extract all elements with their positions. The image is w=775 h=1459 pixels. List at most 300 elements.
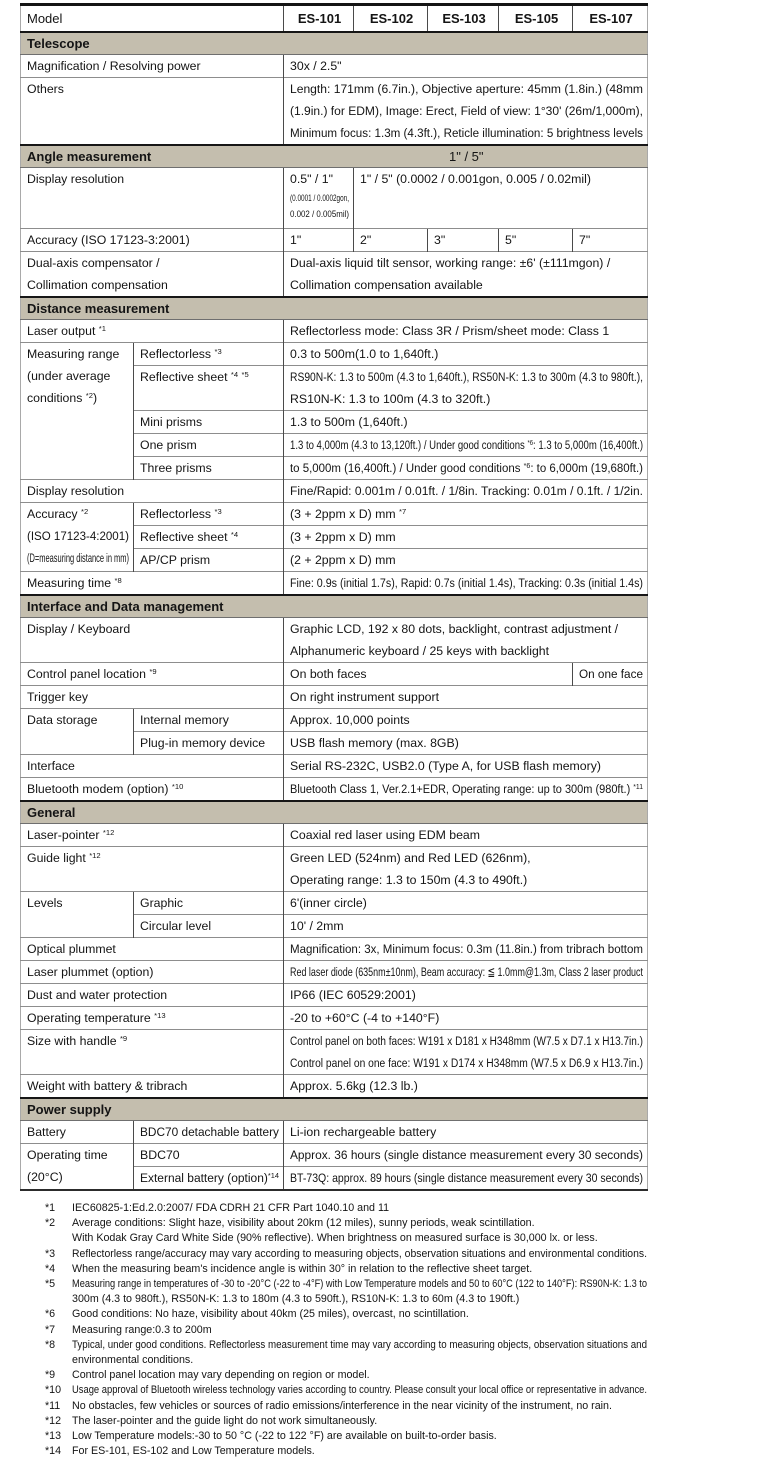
cell-line: Power supply — [27, 1102, 112, 1117]
spec-value-cell — [284, 847, 648, 892]
cell-line: Magnification: 3x, Minimum focus: 0.3m (11.8in.) from tribrach bottom — [290, 942, 644, 956]
footnote-text — [72, 1383, 647, 1398]
footnote — [45, 1383, 647, 1398]
spec-label-cell — [21, 824, 284, 847]
section-title — [21, 595, 648, 618]
footnote-marker: *6 — [45, 1308, 56, 1321]
cell-line: Green LED (524nm) and Red LED (626nm), — [290, 851, 531, 865]
footnote-ref: *13 — [154, 1011, 166, 1020]
footnote-text — [72, 1399, 647, 1414]
cell-line: On one face — [579, 667, 644, 681]
footnote-marker: *7 — [45, 1323, 56, 1336]
spec-row — [21, 778, 648, 802]
cell-line: Measuring range in temperatures of -30 to -20°C (-22 to -4°F) with Low Temperature models and 50 to 60°C (122 to 140°F): RS90N-K: 1.3 to — [72, 1278, 647, 1291]
cell-line: Control panel on both faces: W191 x D181 x H348mm (W7.5 x D7.1 x H13.7in.) — [290, 1034, 644, 1048]
footnote-ref: *8 — [114, 576, 122, 585]
cell-line: 0.5" / 1" — [290, 172, 333, 186]
spec-value-cell — [284, 1075, 648, 1099]
spec-value-cell — [284, 78, 648, 146]
spec-sub-cell — [134, 892, 284, 915]
footnote-ref: *9 — [149, 667, 157, 676]
cell-line: Collimation compensation available — [290, 278, 483, 292]
spec-value-cell — [284, 938, 648, 961]
spec-label-cell — [21, 938, 284, 961]
cell-line: Reflectorless $^{*3}$ — [140, 507, 222, 521]
cell-line: BDC70 detachable battery — [140, 1125, 279, 1139]
cell-line: Distance measurement — [27, 301, 170, 316]
spec-value-cell — [573, 229, 648, 252]
footnote-marker: *8 — [45, 1338, 56, 1351]
cell-line: Reflectorless $^{*3}$ — [140, 347, 222, 361]
spec-value-cell — [284, 229, 354, 252]
spec-model-cell — [573, 5, 648, 33]
footnote-text — [72, 1323, 647, 1338]
footnote-ref: *2 — [85, 391, 93, 400]
cell-line: IEC60825-1:Ed.2.0:2007/ FDA CDRH 21 CFR Part 1040.10 and 11 — [72, 1202, 390, 1214]
cell-line: IP66 (IEC 60529:2001) — [290, 988, 416, 1002]
spec-row — [21, 618, 648, 663]
cell-line: Dual-axis liquid tilt sensor, working range: ±6' (±111mgon) / — [290, 256, 611, 270]
cell-line: 5" — [505, 233, 517, 247]
spec-label-cell — [21, 1030, 284, 1075]
cell-line: 1" / 5" — [449, 149, 484, 164]
footnote-text — [72, 1201, 647, 1216]
cell-line: Graphic — [140, 896, 184, 910]
cell-line: (D=measuring distance in mm) — [27, 551, 129, 565]
cell-line: Laser-pointer $^{*12}$ — [27, 828, 115, 842]
spec-value-cell — [284, 457, 648, 480]
cell-line: Control panel location $^{*9}$ — [27, 667, 157, 681]
footnote-marker: *14 — [45, 1445, 62, 1458]
spec-sub-cell — [134, 411, 284, 434]
spec-sub-cell — [134, 732, 284, 755]
cell-line: conditions $^{*2}$) — [27, 391, 98, 405]
cell-line: Laser plummet (option) — [27, 965, 154, 979]
spec-row — [21, 961, 648, 984]
cell-line: Operating range: 1.3 to 150m (4.3 to 490ft.) — [290, 873, 528, 887]
spec-row — [21, 1121, 648, 1144]
footnote-marker: *10 — [45, 1384, 62, 1397]
section-title — [21, 297, 648, 320]
spec-value-cell — [284, 1007, 648, 1030]
spec-label-cell — [21, 778, 284, 802]
section-value — [284, 145, 648, 168]
cell-line: Approx. 5.6kg (12.3 lb.) — [290, 1079, 418, 1093]
section-row — [21, 297, 648, 320]
spec-value-cell — [284, 320, 648, 343]
spec-value-cell — [354, 229, 428, 252]
footnote-ref: *11 — [633, 782, 644, 791]
spec-sub-cell — [134, 526, 284, 549]
spec-value-cell — [284, 480, 648, 503]
cell-line: Measuring time $^{*8}$ — [27, 576, 122, 590]
spec-label-cell — [21, 252, 284, 298]
cell-line: USB flash memory (max. 8GB) — [290, 736, 459, 750]
spec-row — [21, 343, 648, 366]
spec-row — [21, 709, 648, 732]
cell-line: Data storage — [27, 713, 98, 727]
cell-line: 1" / 5" (0.0002 / 0.001gon, 0.005 / 0.02mil) — [360, 172, 591, 186]
spec-label-cell — [21, 686, 284, 709]
spec-row — [21, 938, 648, 961]
cell-line: 1" — [290, 233, 302, 247]
model-header-row — [21, 5, 648, 33]
cell-line: Typical, under good conditions. Reflectorless measurement time may vary according to measuring objects, observation situations and — [72, 1338, 647, 1351]
cell-line: Optical plummet — [27, 942, 116, 956]
cell-line: Internal memory — [140, 713, 229, 727]
section-title — [21, 1098, 648, 1121]
cell-line: On both faces — [290, 667, 367, 681]
spec-row — [21, 686, 648, 709]
footnote — [45, 1323, 647, 1338]
cell-line: Control panel location may vary depending on region or model. — [72, 1369, 370, 1382]
footnote-marker: *9 — [45, 1369, 56, 1382]
cell-line: 1.3 to 500m (1,640ft.) — [290, 415, 408, 429]
cell-line: Bluetooth modem (option) $^{*10}$ — [27, 782, 184, 796]
spec-label-cell — [21, 1007, 284, 1030]
spec-label-cell — [21, 55, 284, 78]
spec-label-cell — [21, 961, 284, 984]
footnote — [45, 1216, 647, 1246]
cell-line: 3" — [434, 233, 446, 247]
spec-row — [21, 78, 648, 146]
cell-line: 10' / 2mm — [290, 919, 344, 933]
spec-model-cell — [499, 5, 573, 33]
cell-line: Approx. 10,000 points — [290, 713, 410, 727]
spec-value-cell — [284, 892, 648, 915]
cell-line: Accuracy (ISO 17123-3:2001) — [27, 233, 190, 247]
spec-sub-cell — [134, 457, 284, 480]
cell-line: Measuring range:0.3 to 200m — [72, 1323, 212, 1336]
spec-sub-cell — [134, 709, 284, 732]
spec-sub-cell — [134, 915, 284, 938]
footnote-ref: *7 — [399, 507, 407, 516]
spec-label-cell — [21, 984, 284, 1007]
footnote-ref: *2 — [81, 507, 89, 516]
cell-line: (3 + 2ppm x D) mm — [290, 530, 396, 544]
footnote-text — [72, 1429, 647, 1444]
footnote-ref: *6 — [527, 438, 534, 447]
spec-value-cell — [284, 663, 573, 686]
cell-line: Reflectorless mode: Class 3R / Prism/sheet mode: Class 1 — [290, 324, 610, 338]
footnote-text — [72, 1216, 647, 1246]
footnote — [45, 1444, 647, 1459]
cell-line: Interface — [27, 759, 75, 773]
spec-row — [21, 984, 648, 1007]
spec-value-cell — [284, 549, 648, 572]
section-row — [21, 1098, 648, 1121]
cell-line: BT-73Q: approx. 89 hours (single distance measurement every 30 seconds) — [290, 1171, 644, 1185]
footnote — [45, 1307, 647, 1322]
spec-label-cell — [21, 320, 284, 343]
spec-label-cell — [21, 168, 284, 229]
footnote — [45, 1338, 647, 1368]
spec-model-cell — [284, 5, 354, 33]
cell-line: External battery (option)$^{*14}$ — [140, 1171, 279, 1185]
footnote-ref: *3 — [214, 347, 222, 356]
spec-row — [21, 824, 648, 847]
cell-line: Display / Keyboard — [27, 622, 131, 636]
cell-line: Fine/Rapid: 0.001m / 0.01ft. / 1/8in. Tracking: 0.01m / 0.1ft. / 1/2in. — [290, 484, 644, 498]
cell-line: The laser-pointer and the guide light do not work simultaneously. — [72, 1414, 378, 1427]
footnote-ref: *12 — [89, 851, 101, 860]
cell-line: Measuring range — [27, 347, 120, 361]
cell-line: Plug-in memory device — [140, 736, 266, 750]
footnote-text — [72, 1277, 647, 1307]
cell-line: Minimum focus: 1.3m (4.3ft.), Reticle illumination: 5 brightness levels — [290, 126, 644, 140]
spec-value-cell — [284, 778, 648, 802]
spec-row — [21, 320, 648, 343]
spec-value-cell — [573, 663, 648, 686]
spec-value-cell — [284, 55, 648, 78]
section-title — [21, 145, 284, 168]
footnote — [45, 1414, 647, 1429]
cell-line: (3 + 2ppm x D) mm $^{*7}$ — [290, 507, 407, 521]
cell-line: AP/CP prism — [140, 553, 211, 567]
spec-table — [20, 3, 648, 1191]
footnote-text — [72, 1262, 647, 1277]
cell-line: Length: 171mm (6.7in.), Objective aperture: 45mm (1.8in.) (48mm — [290, 82, 644, 96]
spec-value-cell — [284, 984, 648, 1007]
spec-value-cell — [284, 961, 648, 984]
spec-value-cell — [284, 343, 648, 366]
spec-value-cell — [284, 366, 648, 411]
spec-label-cell — [21, 663, 284, 686]
cell-line: environmental conditions. — [72, 1354, 194, 1367]
cell-line: Red laser diode (635nm±10nm), Beam accuracy: ≦ 1.0mm@1.3m, Class 2 laser product — [290, 965, 644, 979]
cell-line: Operating temperature $^{*13}$ — [27, 1011, 166, 1025]
cell-line: Circular level — [140, 919, 212, 933]
spec-row — [21, 572, 648, 596]
footnote-text — [72, 1444, 647, 1459]
footnote-text — [72, 1414, 647, 1429]
spec-label-cell — [21, 229, 284, 252]
spec-row — [21, 1144, 648, 1167]
spec-model-cell — [428, 5, 499, 33]
cell-line: (under average — [27, 369, 111, 383]
footnote-marker: *4 — [45, 1262, 56, 1275]
footnote-ref: *3 — [214, 507, 222, 516]
footnote — [45, 1262, 647, 1277]
cell-line: -20 to +60°C (-4 to +140°F) — [290, 1011, 440, 1025]
spec-label-cell — [21, 847, 284, 892]
cell-line: (2 + 2ppm x D) mm — [290, 553, 396, 567]
cell-line: Trigger key — [27, 690, 89, 704]
footnote — [45, 1429, 647, 1444]
cell-line: Reflective sheet $^{*4}$ $^{*5}$ — [140, 370, 249, 384]
spec-label-cell — [21, 78, 284, 146]
spec-value-cell — [499, 229, 573, 252]
spec-value-cell — [284, 411, 648, 434]
cell-line: For ES-101, ES-102 and Low Temperature models. — [72, 1445, 315, 1458]
section-title — [21, 801, 648, 824]
footnote-marker: *3 — [45, 1247, 56, 1260]
spec-sub-cell — [134, 503, 284, 526]
spec-row — [21, 892, 648, 915]
cell-line: Levels — [27, 896, 63, 910]
cell-line: Display resolution — [27, 484, 125, 498]
footnote-ref: *6 — [523, 461, 531, 470]
footnote — [45, 1247, 647, 1262]
footnote — [45, 1399, 647, 1414]
footnote-marker: *1 — [45, 1202, 56, 1214]
cell-line: Alphanumeric keyboard / 25 keys with backlight — [290, 644, 550, 658]
cell-line: 6'(inner circle) — [290, 896, 367, 910]
section-row — [21, 145, 648, 168]
spec-row — [21, 755, 648, 778]
spec-row — [21, 1007, 648, 1030]
cell-line: Interface and Data management — [27, 599, 224, 614]
footnote-ref: *12 — [102, 828, 115, 837]
spec-value-cell — [284, 824, 648, 847]
cell-line: Average conditions: Slight haze, visibility about 20km (12 miles), sunny periods, weak scintillation. — [72, 1217, 535, 1230]
spec-value-cell — [284, 1144, 648, 1167]
cell-line: Good conditions: No haze, visibility about 40km (25 miles), overcast, no scintillation. — [72, 1308, 469, 1321]
spec-label-cell — [21, 572, 284, 596]
cell-line: Magnification / Resolving power — [27, 59, 201, 73]
cell-line: Low Temperature models:-30 to 50 °C (-22 to 122 °F) are available on built-to-order basis. — [72, 1430, 497, 1443]
cell-line: Fine: 0.9s (initial 1.7s), Rapid: 0.7s (initial 1.4s), Tracking: 0.3s (initial 1.4s) — [290, 576, 644, 590]
spec-value-cell — [284, 755, 648, 778]
cell-line: Dust and water protection — [27, 988, 168, 1002]
cell-line: Model — [27, 11, 63, 26]
cell-line: 0.3 to 500m(1.0 to 1,640ft.) — [290, 347, 439, 361]
spec-row — [21, 663, 648, 686]
spec-value-cell — [284, 434, 648, 457]
spec-label-cell — [21, 1075, 284, 1099]
spec-sub-cell — [134, 434, 284, 457]
cell-line: 1.3 to 4,000m (4.3 to 13,120ft.) / Under good conditions $^{*6}$: 1.3 to 5,000m (16,400ft.) — [290, 438, 644, 452]
spec-label-cell — [21, 618, 284, 663]
cell-line: Serial RS-232C, USB2.0 (Type A, for USB flash memory) — [290, 759, 601, 773]
cell-line: Reflectorless range/accuracy may vary according to measuring objects, observation situations and environmental conditions. — [72, 1247, 647, 1260]
spec-value-cell — [284, 1121, 648, 1144]
section-title — [21, 32, 648, 55]
spec-value-cell — [284, 1167, 648, 1191]
spec-label-cell — [21, 755, 284, 778]
cell-line: ES-107 — [589, 11, 633, 26]
cell-line: Coaxial red laser using EDM beam — [290, 828, 481, 842]
cell-line: Laser output $^{*1}$ — [27, 324, 106, 338]
cell-line: RS10N-K: 1.3 to 100m (4.3 to 320ft.) — [290, 392, 491, 406]
cell-line: Graphic LCD, 192 x 80 dots, backlight, contrast adjustment / — [290, 622, 619, 636]
cell-line: Operating time — [27, 1148, 108, 1162]
cell-line: Control panel on one face: W191 x D174 x H348mm (W7.5 x D6.9 x H13.7in.) — [290, 1056, 644, 1070]
spec-row — [21, 1030, 648, 1075]
cell-line: On right instrument support — [290, 690, 440, 704]
cell-line: (1.9in.) for EDM), Image: Erect, Field of view: 1°30' (26m/1,000m), — [290, 104, 644, 118]
spec-value-cell — [284, 915, 648, 938]
footnote-ref: *4 — [230, 370, 239, 379]
spec-row — [21, 480, 648, 503]
spec-value-cell — [284, 618, 648, 663]
cell-line: (ISO 17123-4:2001) — [27, 529, 129, 543]
cell-line: Mini prisms — [140, 415, 203, 429]
section-row — [21, 595, 648, 618]
cell-line: Battery — [27, 1125, 66, 1139]
cell-line: When the measuring beam's incidence angle is within 30° in relation to the reflective sheet target. — [72, 1262, 533, 1275]
footnote-text — [72, 1307, 647, 1322]
spec-value-cell — [284, 503, 648, 526]
spec-value-cell — [284, 1030, 648, 1075]
spec-label-cell — [21, 503, 134, 572]
cell-line: No obstacles, few vehicles or sources of radio emissions/interference in the near vicinity of the instrument, no rain. — [72, 1399, 612, 1412]
spec-value-cell — [284, 526, 648, 549]
cell-line: Li-ion rechargeable battery — [290, 1125, 437, 1139]
cell-line: Display resolution — [27, 172, 125, 186]
cell-line: 30x / 2.5" — [290, 59, 342, 73]
spec-label-cell — [21, 709, 134, 755]
spec-row — [21, 168, 648, 229]
spec-value-cell — [284, 686, 648, 709]
footnote-marker: *11 — [45, 1399, 61, 1412]
cell-line: Size with handle $^{*9}$ — [27, 1034, 128, 1048]
spec-sub-cell — [134, 1167, 284, 1191]
cell-line: 7" — [579, 233, 591, 247]
cell-line: ES-103 — [442, 11, 486, 26]
cell-line: Telescope — [27, 36, 90, 51]
spec-value-cell — [284, 572, 648, 596]
spec-row — [21, 847, 648, 892]
footnote — [45, 1277, 647, 1307]
cell-line: Accuracy $^{*2}$ — [27, 507, 89, 521]
footnote-ref: *10 — [171, 782, 184, 791]
cell-line: RS90N-K: 1.3 to 500m (4.3 to 1,640ft.), RS50N-K: 1.3 to 300m (4.3 to 980ft.), — [290, 370, 644, 384]
cell-line: BDC70 — [140, 1148, 180, 1162]
cell-line: Usage approval of Bluetooth wireless technology varies according to country. Please consult your local office or representative in advance. — [72, 1384, 647, 1397]
spec-value-cell — [284, 168, 354, 229]
cell-line: Angle measurement — [27, 149, 152, 164]
cell-line: 2" — [360, 233, 372, 247]
spec-label-cell — [21, 343, 134, 480]
footnote-text — [72, 1338, 647, 1368]
footnote-marker: *12 — [45, 1414, 62, 1427]
cell-line: Weight with battery & tribrach — [27, 1079, 188, 1093]
cell-line: Approx. 36 hours (single distance measurement every 30 seconds) — [290, 1148, 644, 1162]
spec-sub-cell — [134, 366, 284, 411]
spec-row — [21, 1075, 648, 1099]
section-row — [21, 32, 648, 55]
cell-line: ES-101 — [297, 11, 342, 26]
spec-value-cell — [284, 732, 648, 755]
spec-row — [21, 252, 648, 298]
cell-line: With Kodak Gray Card White Side (90% reflective). When brightness on measured surface is 30,000 lx. or less. — [72, 1232, 598, 1245]
section-row — [21, 801, 648, 824]
spec-sub-cell — [134, 1144, 284, 1167]
footnote — [45, 1368, 647, 1383]
footnote-marker: *13 — [45, 1430, 62, 1443]
spec-table-body — [21, 5, 648, 1191]
footnote-marker: *2 — [45, 1217, 56, 1230]
spec-value-cell — [284, 709, 648, 732]
footnote-ref: *4 — [230, 530, 239, 539]
cell-line: (0.0001 / 0.0002gon, — [290, 193, 350, 203]
footnote — [45, 1201, 647, 1216]
cell-line: to 5,000m (16,400ft.) / Under good conditions $^{*6}$: to 6,000m (19,680ft.) — [290, 461, 644, 475]
cell-line: Three prisms — [140, 461, 212, 475]
footnote-text — [72, 1368, 647, 1383]
fine-print — [290, 190, 349, 228]
cell-line: Others — [27, 82, 64, 96]
spec-sub-cell — [134, 549, 284, 572]
cell-line: 0.002 / 0.005mil) — [290, 209, 350, 219]
spec-row — [21, 55, 648, 78]
spec-row — [21, 503, 648, 526]
cell-line: ES-102 — [369, 11, 414, 26]
footnote-marker: *5 — [45, 1278, 56, 1291]
cell-line: Bluetooth Class 1, Ver.2.1+EDR, Operating range: up to 300m (980ft.) $^{*11}$ — [290, 782, 644, 796]
spec-label-cell — [21, 1121, 134, 1144]
